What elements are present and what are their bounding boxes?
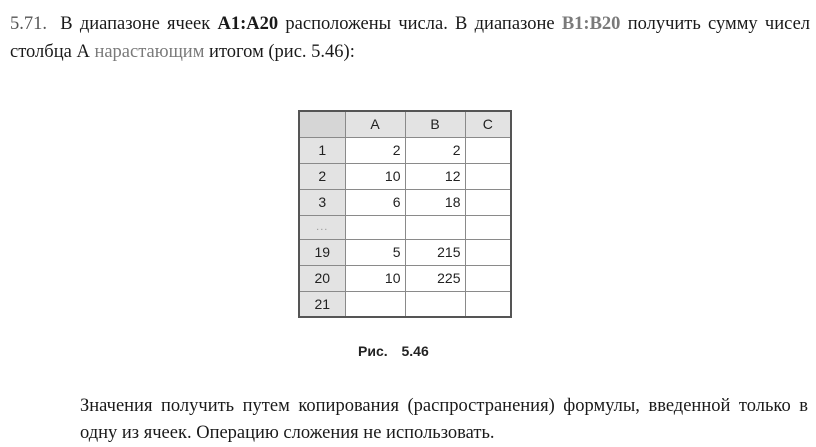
- cell-b3: 18: [405, 189, 465, 215]
- range-b-label: B1:B20: [561, 14, 621, 34]
- column-header-c: C: [465, 111, 511, 137]
- table-row: [299, 239, 511, 265]
- range-a-label: A1:A20: [217, 14, 279, 34]
- highlight-word: нарастающим: [94, 42, 205, 62]
- cell-c19: [465, 239, 511, 265]
- cell-c-ellipsis: [465, 215, 511, 239]
- problem-number: 5.71.: [10, 14, 47, 34]
- figure-caption: Рис. 5.46: [358, 343, 429, 359]
- column-header-row: [299, 111, 511, 137]
- cell-b-ellipsis: [405, 215, 465, 239]
- column-header-b: B: [405, 111, 465, 137]
- problem-text-part3: получить сумму чисел столбца А: [10, 14, 811, 62]
- problem-statement: [10, 10, 810, 66]
- cell-a1: 2: [345, 137, 405, 163]
- cell-a20: 10: [345, 265, 405, 291]
- row-header: 1: [299, 137, 345, 163]
- problem-text-part1: В диапазоне ячеек: [60, 14, 211, 34]
- cell-a-ellipsis: [345, 215, 405, 239]
- cell-a2: 10: [345, 163, 405, 189]
- cell-c21: [465, 291, 511, 317]
- row-header-ellipsis: ...: [299, 215, 345, 239]
- corner-cell: [299, 111, 345, 137]
- table-row: [299, 189, 511, 215]
- row-header: 19: [299, 239, 345, 265]
- cell-b1: 2: [405, 137, 465, 163]
- cell-b20: 225: [405, 265, 465, 291]
- cell-a21: [345, 291, 405, 317]
- table-row-ellipsis: [299, 215, 511, 239]
- table-row: [299, 163, 511, 189]
- cell-b2: 12: [405, 163, 465, 189]
- cell-a19: 5: [345, 239, 405, 265]
- problem-note: Значения получить путем копирования (распространения) формулы, введенной только в одну из ячеек. Операцию сложения не использовать.: [80, 396, 808, 443]
- spreadsheet-table: [298, 110, 512, 318]
- table-row: [299, 291, 511, 317]
- table-row: [299, 265, 511, 291]
- column-header-a: A: [345, 111, 405, 137]
- cell-c3: [465, 189, 511, 215]
- cell-c2: [465, 163, 511, 189]
- cell-c20: [465, 265, 511, 291]
- spreadsheet-figure: [298, 110, 512, 318]
- row-header: 20: [299, 265, 345, 291]
- problem-text-part2: расположены числа. В диапазоне: [285, 14, 555, 34]
- cell-c1: [465, 137, 511, 163]
- row-header: 3: [299, 189, 345, 215]
- cell-a3: 6: [345, 189, 405, 215]
- row-header: 21: [299, 291, 345, 317]
- table-row: [299, 137, 511, 163]
- problem-text-part4: итогом (рис. 5.46):: [209, 42, 355, 62]
- row-header: 2: [299, 163, 345, 189]
- cell-b21: [405, 291, 465, 317]
- cell-b19: 215: [405, 239, 465, 265]
